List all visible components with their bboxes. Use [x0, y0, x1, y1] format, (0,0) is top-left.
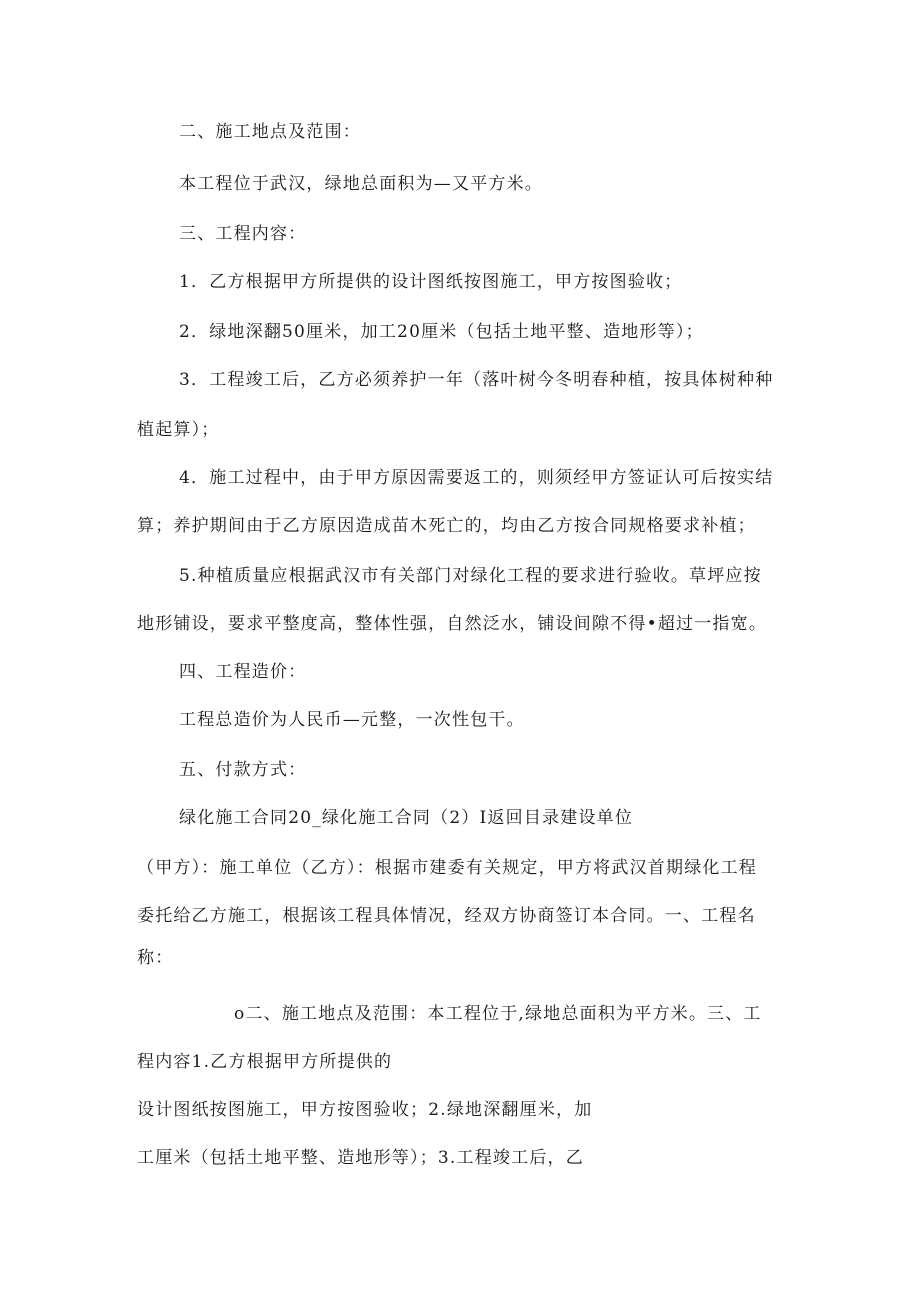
paragraph-line: 工程总造价为人民币—元整，一次性包干。: [179, 710, 525, 730]
paragraph-line: 4．施工过程中，由于甲方原因需要返工的，则须经甲方签证认可后按实结: [179, 468, 774, 488]
paragraph-line: 3．工程竣工后，乙方必须养护一年（落叶树今冬明春种植，按具体树种种: [179, 370, 774, 390]
paragraph-line: 1．乙方根据甲方所提供的设计图纸按图施工，甲方按图验收；: [179, 272, 683, 292]
paragraph-line: 本工程位于武汉，绿地总面积为—又平方米。: [179, 174, 543, 194]
paragraph-line: 设计图纸按图施工，甲方按图验收；2.绿地深翻厘米，加: [137, 1100, 593, 1120]
paragraph-line: 委托给乙方施工，根据该工程具体情况，经双方协商签订本合同。一、工程名: [137, 906, 756, 926]
paragraph-line: 植起算）；: [137, 420, 220, 440]
paragraph-line: 绿化施工合同20_绿化施工合同（2）I返回目录建设单位: [179, 808, 634, 828]
paragraph-line: （甲方）：施工单位（乙方）：根据市建委有关规定，甲方将武汉首期绿化工程: [137, 858, 757, 878]
paragraph-line: 5.种植质量应根据武汉市有关部门对绿化工程的要求进行验收。草坪应按: [179, 566, 762, 586]
section-heading-location: 二、施工地点及范围：: [179, 122, 361, 142]
paragraph-line: 工厘米（包括土地平整、造地形等）；3.工程竣工后，乙: [137, 1148, 584, 1168]
section-heading-content: 三、工程内容：: [179, 224, 307, 244]
paragraph-line: 2．绿地深翻50厘米，加工20厘米（包括土地平整、造地形等）；: [179, 322, 704, 342]
paragraph-line: 称：: [137, 948, 174, 968]
paragraph-line: 程内容1.乙方根据甲方所提供的: [137, 1052, 393, 1072]
section-heading-price: 四、工程造价：: [179, 662, 307, 682]
paragraph-line: o二、施工地点及范围：本工程位于,绿地总面积为平方米。三、工: [234, 1004, 762, 1024]
section-heading-payment: 五、付款方式：: [179, 760, 307, 780]
paragraph-line: 地形铺设，要求平整度高，整体性强，自然泛水，铺设间隙不得•超过一指宽。: [137, 614, 768, 634]
paragraph-line: 算；养护期间由于乙方原因造成苗木死亡的，均由乙方按合同规格要求补植；: [137, 516, 756, 536]
